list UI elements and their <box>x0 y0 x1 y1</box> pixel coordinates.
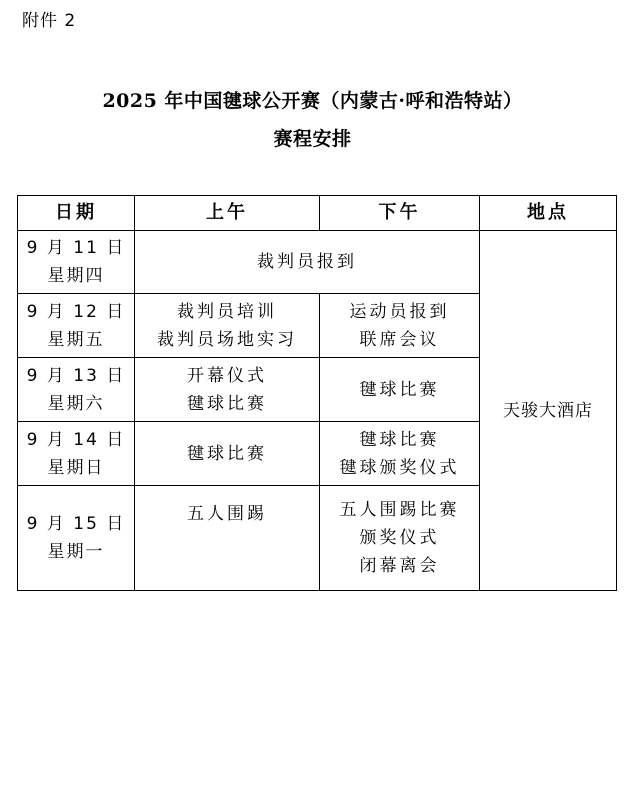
weekday-text: 星期五 <box>47 329 105 350</box>
activity-text: 裁判员报到 <box>257 252 357 272</box>
activity-text: 毽球比赛 <box>187 393 267 414</box>
afternoon-cell <box>320 486 480 591</box>
activity-text: 毽球颁奖仪式 <box>339 457 460 478</box>
morning-cell <box>135 294 320 358</box>
activity-text: 联席会议 <box>359 329 440 350</box>
activity-text: 裁判员培训 <box>177 301 277 322</box>
morning-cell <box>135 422 320 486</box>
table-row <box>18 231 617 294</box>
weekday-text: 星期日 <box>47 457 105 478</box>
activity-text: 颁奖仪式 <box>359 528 440 548</box>
activity-text: 运动员报到 <box>349 301 450 322</box>
date-text: 9 月 13 日 <box>26 365 126 386</box>
date-text: 9 月 15 日 <box>26 514 126 534</box>
activity-text: 开幕仪式 <box>187 365 267 386</box>
activity-text: 毽球比赛 <box>359 429 440 450</box>
attachment-label: 附件 2 <box>22 11 77 31</box>
afternoon-cell <box>320 358 480 422</box>
table-header-row <box>18 196 617 231</box>
merged-activity-cell <box>135 231 480 294</box>
morning-cell <box>135 358 320 422</box>
date-cell <box>18 358 135 422</box>
header-date: 日期 <box>18 196 135 231</box>
afternoon-cell <box>320 294 480 358</box>
header-morning: 上午 <box>135 196 320 231</box>
activity-text: 毽球比赛 <box>187 443 267 464</box>
weekday-text: 星期一 <box>47 542 105 562</box>
activity-text: 闭幕离会 <box>359 556 440 576</box>
header-venue: 地点 <box>480 196 617 231</box>
date-cell <box>18 231 135 294</box>
document-title: 2025 年中国毽球公开赛（内蒙古·呼和浩特站） <box>102 90 523 112</box>
schedule-table <box>17 195 617 591</box>
afternoon-cell <box>320 422 480 486</box>
date-cell <box>18 486 135 591</box>
activity-text: 毽球比赛 <box>359 379 440 400</box>
date-text: 9 月 11 日 <box>26 238 126 258</box>
date-text: 9 月 14 日 <box>26 429 126 450</box>
weekday-text: 星期六 <box>47 393 105 414</box>
morning-cell <box>135 486 320 591</box>
activity-text: 五人围踢 <box>187 504 267 524</box>
weekday-text: 星期四 <box>47 266 105 286</box>
activity-text: 五人围踢比赛 <box>339 500 460 520</box>
document-subtitle: 赛程安排 <box>273 128 352 150</box>
activity-text: 裁判员场地实习 <box>157 329 297 350</box>
date-text: 9 月 12 日 <box>26 301 126 322</box>
header-afternoon: 下午 <box>320 196 480 231</box>
venue-text: 天骏大酒店 <box>503 400 593 421</box>
date-cell <box>18 294 135 358</box>
date-cell <box>18 422 135 486</box>
venue-cell <box>480 231 617 591</box>
